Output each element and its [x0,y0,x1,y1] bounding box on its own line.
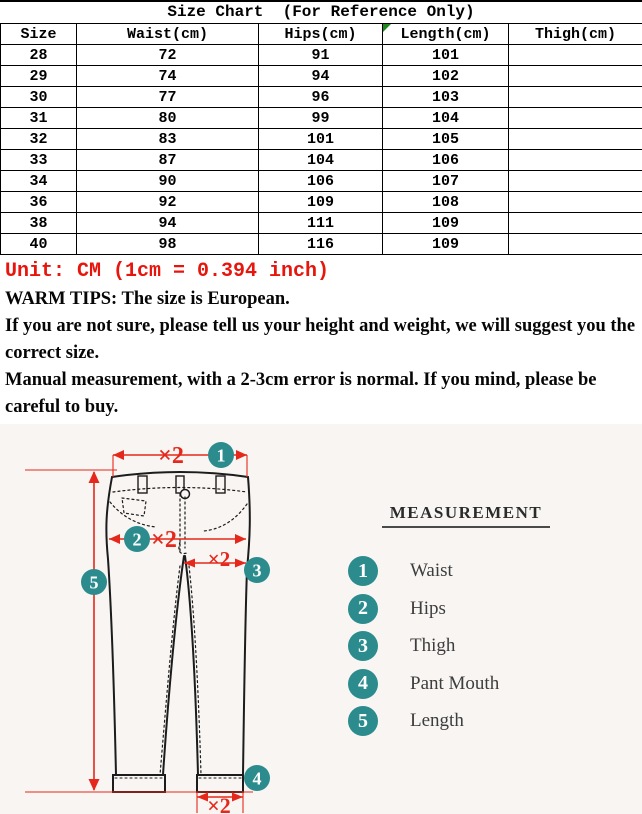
table-row [1,87,642,108]
table-cell: 101 [259,129,383,150]
legend-number-badge: 3 [348,631,378,661]
table-row [1,171,642,192]
table-cell: 30 [1,87,77,108]
table-cell [509,234,642,255]
table-cell: 32 [1,129,77,150]
pants-measurement-diagram [0,424,340,814]
table-cell: 94 [259,66,383,87]
legend-title: MEASUREMENT [382,503,551,528]
table-row [1,213,642,234]
tip-line: If you are not sure, please tell us your height and weight, we will suggest you the correct size. [5,316,636,363]
table-cell: 101 [383,45,509,66]
table-row [1,45,642,66]
size-table-body [1,45,642,255]
thigh-times-label: ×2 [207,547,231,571]
marker-5-number: 5 [89,572,99,593]
table-cell: 72 [77,45,259,66]
legend-number-badge: 1 [348,556,378,586]
legend-number-badge: 4 [348,669,378,699]
legend-label: Thigh [410,635,456,656]
table-cell [509,45,642,66]
table-cell: 102 [383,66,509,87]
table-cell: 92 [77,192,259,213]
table-cell [509,108,642,129]
table-cell: 98 [77,234,259,255]
table-cell: 83 [77,129,259,150]
table-cell [509,150,642,171]
table-cell: 74 [77,66,259,87]
marker-3-number: 3 [252,560,262,581]
table-cell: 94 [77,213,259,234]
table-cell: 96 [259,87,383,108]
table-cell: 107 [383,171,509,192]
table-cell: 28 [1,45,77,66]
tips-block [5,286,637,421]
size-table-header-row [1,24,642,45]
legend-label: Length [410,710,464,731]
marker-2-number: 2 [132,529,142,550]
table-cell: 104 [383,108,509,129]
table-cell: 87 [77,150,259,171]
table-cell: 91 [259,45,383,66]
table-cell: 31 [1,108,77,129]
table-cell: 90 [77,171,259,192]
legend-item [348,594,584,624]
table-cell: 104 [259,150,383,171]
size-chart-table [0,23,642,255]
column-header: Size [1,24,77,45]
table-cell [509,192,642,213]
table-cell [509,213,642,234]
table-cell: 77 [77,87,259,108]
legend-number-badge: 5 [348,706,378,736]
waist-times-label: ×2 [158,443,184,469]
table-row [1,192,642,213]
tip-line: WARM TIPS: The size is European. [5,289,290,309]
table-cell: 103 [383,87,509,108]
table-cell: 99 [259,108,383,129]
measurement-legend [348,503,584,744]
column-header: Thigh(cm) [509,24,642,45]
legend-item [348,556,584,586]
pant-mouth-times-label: ×2 [207,793,231,814]
table-cell: 38 [1,213,77,234]
table-cell: 116 [259,234,383,255]
marker-4-number: 4 [252,768,262,789]
column-header: Hips(cm) [259,24,383,45]
column-header: Waist(cm) [77,24,259,45]
table-cell: 106 [383,150,509,171]
table-row [1,108,642,129]
table-row [1,129,642,150]
table-cell: 106 [259,171,383,192]
table-cell: 109 [383,234,509,255]
pants-outline [106,472,249,792]
table-cell [509,66,642,87]
legend-item [348,706,584,736]
table-cell: 33 [1,150,77,171]
table-row [1,150,642,171]
unit-note: Unit: CM (1cm = 0.394 inch) [5,260,330,283]
legend-label: Hips [410,597,446,619]
table-cell: 109 [383,213,509,234]
table-cell: 80 [77,108,259,129]
table-row [1,66,642,87]
legend-label: Pant Mouth [410,672,500,694]
legend-item [348,631,584,661]
table-cell [509,171,642,192]
table-cell: 40 [1,234,77,255]
legend-number-badge: 2 [348,594,378,624]
table-cell: 109 [259,192,383,213]
size-chart-title: Size Chart (For Reference Only) [0,0,642,23]
table-cell: 34 [1,171,77,192]
column-header: Length(cm) [383,24,509,45]
notes-section [0,255,642,421]
table-cell: 29 [1,66,77,87]
marker-1-number: 1 [216,445,226,466]
table-cell: 108 [383,192,509,213]
measurement-arrows [25,455,253,813]
table-row [1,234,642,255]
legend-label: Waist [410,560,453,581]
table-cell: 105 [383,129,509,150]
cell-corner-flag [383,24,391,32]
table-cell: 111 [259,213,383,234]
table-cell [509,129,642,150]
table-cell: 36 [1,192,77,213]
hips-times-label: ×2 [151,527,177,553]
tip-line: Manual measurement, with a 2-3cm error is normal. If you mind, please be careful to buy. [5,370,597,417]
measurement-diagram-section [0,424,642,814]
table-cell [509,87,642,108]
legend-item [348,669,584,699]
legend-list [348,556,584,736]
